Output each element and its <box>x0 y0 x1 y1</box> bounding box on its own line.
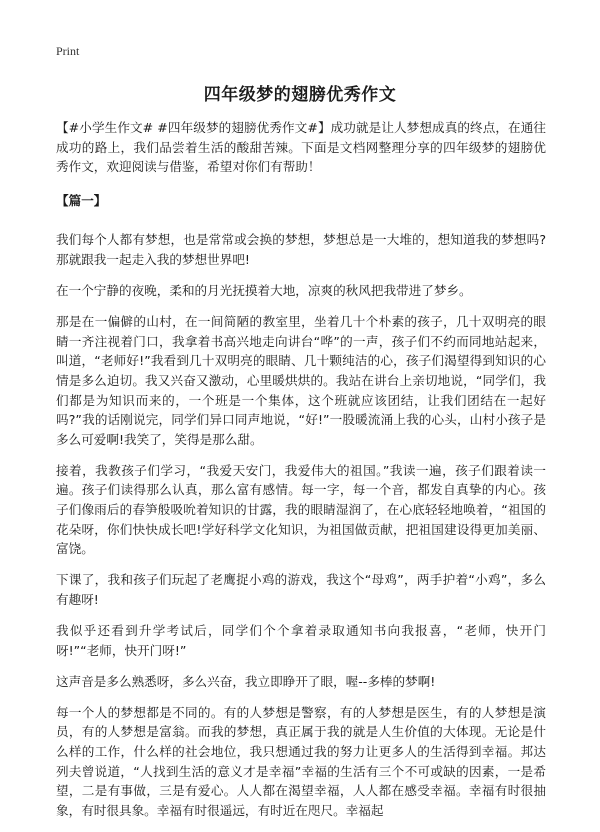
body-paragraph: 在一个宁静的夜晚，柔和的月光抚摸着大地，凉爽的秋风把我带进了梦乡。 <box>56 283 472 299</box>
intro-paragraph: 【#小学生作文# #四年级梦的翅膀优秀作文#】成功就是让人梦想成真的终点，在通往成功的路上，我们品尝着生活的酸甜苦辣。下面是文档网整理分享的四年级梦的翅膀优秀作文，欢迎阅读与借鉴，希望对你们有帮助！ <box>56 120 546 175</box>
print-link[interactable]: Print <box>56 44 80 58</box>
body-paragraph: 我似乎还看到升学考试后，同学们个个拿着录取通知书向我报喜，“老师，快开门呀!”“老师，快开门呀!” <box>56 622 546 658</box>
body-paragraph: 接着，我教孩子们学习，“我爱天安门，我爱伟大的祖国。”我读一遍，孩子们跟着读一遍。孩子们读得那么认真，那么富有感情。每一字，每一个音，都发自真挚的内心。孩子们像雨后的春笋般吸吮着知识的甘露，我的眼睛湿润了，在心底轻轻地唤着，“祖国的花朵呀，你们快快成长吧!学好科学文化知识，为祖国做贡献，把祖国建设得更加美丽、富饶。 <box>56 462 546 557</box>
body-paragraph: 我们每个人都有梦想，也是常常或会换的梦想，梦想总是一大堆的，想知道我的梦想吗?那就跟我一起走入我的梦想世界吧! <box>56 232 546 267</box>
body-paragraph: 这声音是多么熟悉呀，多么兴奋，我立即睁开了眼，喔--多棒的梦啊! <box>56 673 436 689</box>
document-title: 四年级梦的翅膀优秀作文 <box>203 85 397 105</box>
body-paragraph: 每一个人的梦想都是不同的。有的人梦想是警察，有的人梦想是医生，有的人梦想是演员，有的人梦想是富翁。而我的梦想，真正属于我的就是人生价值的大体现。无论是什么样的工作，什么样的社会地位，我只想通过我的努力让更多人的生活得到幸福。邦达列夫曾说道，“人找到生活的意义才是幸福”幸福的生活有三个不可或缺的因素，一是希望，二是有事做，三是有爱心。人人都在渴望幸福，人人都在感受幸福。幸福有时很抽象，有时很具象。幸福有时很遥远，有时近在咫尺。幸福起 <box>56 704 546 818</box>
section-heading: 【篇一】 <box>56 192 107 208</box>
body-paragraph: 那是在一偏僻的山村，在一间简陋的教室里，坐着几十个朴素的孩子，几十双明亮的眼睛一齐注视着门口，我拿着书高兴地走向讲台“哗”的一声，孩子们不约而同地站起来，叫道，“老师好!”我看到几十双明亮的眼睛、几十颗纯洁的心，孩子们渴望得到知识的心情是多么迫切。我又兴奋又激动，心里暖烘烘的。我站在讲台上亲切地说，“同学们，我们都是为知识而来的，一个班是一个集体，这个班就应该团结，让我们团结在一起好吗?”我的话刚说完，同学们异口同声地说，“好!”一股暖流涌上我的心头，山村小孩子是多么可爱啊!我笑了，笑得是那么甜。 <box>56 314 546 447</box>
body-paragraph: 下课了，我和孩子们玩起了老鹰捉小鸡的游戏，我这个“母鸡”，两手护着“小鸡”，多么有趣呀! <box>56 572 546 607</box>
document-body <box>56 118 546 832</box>
